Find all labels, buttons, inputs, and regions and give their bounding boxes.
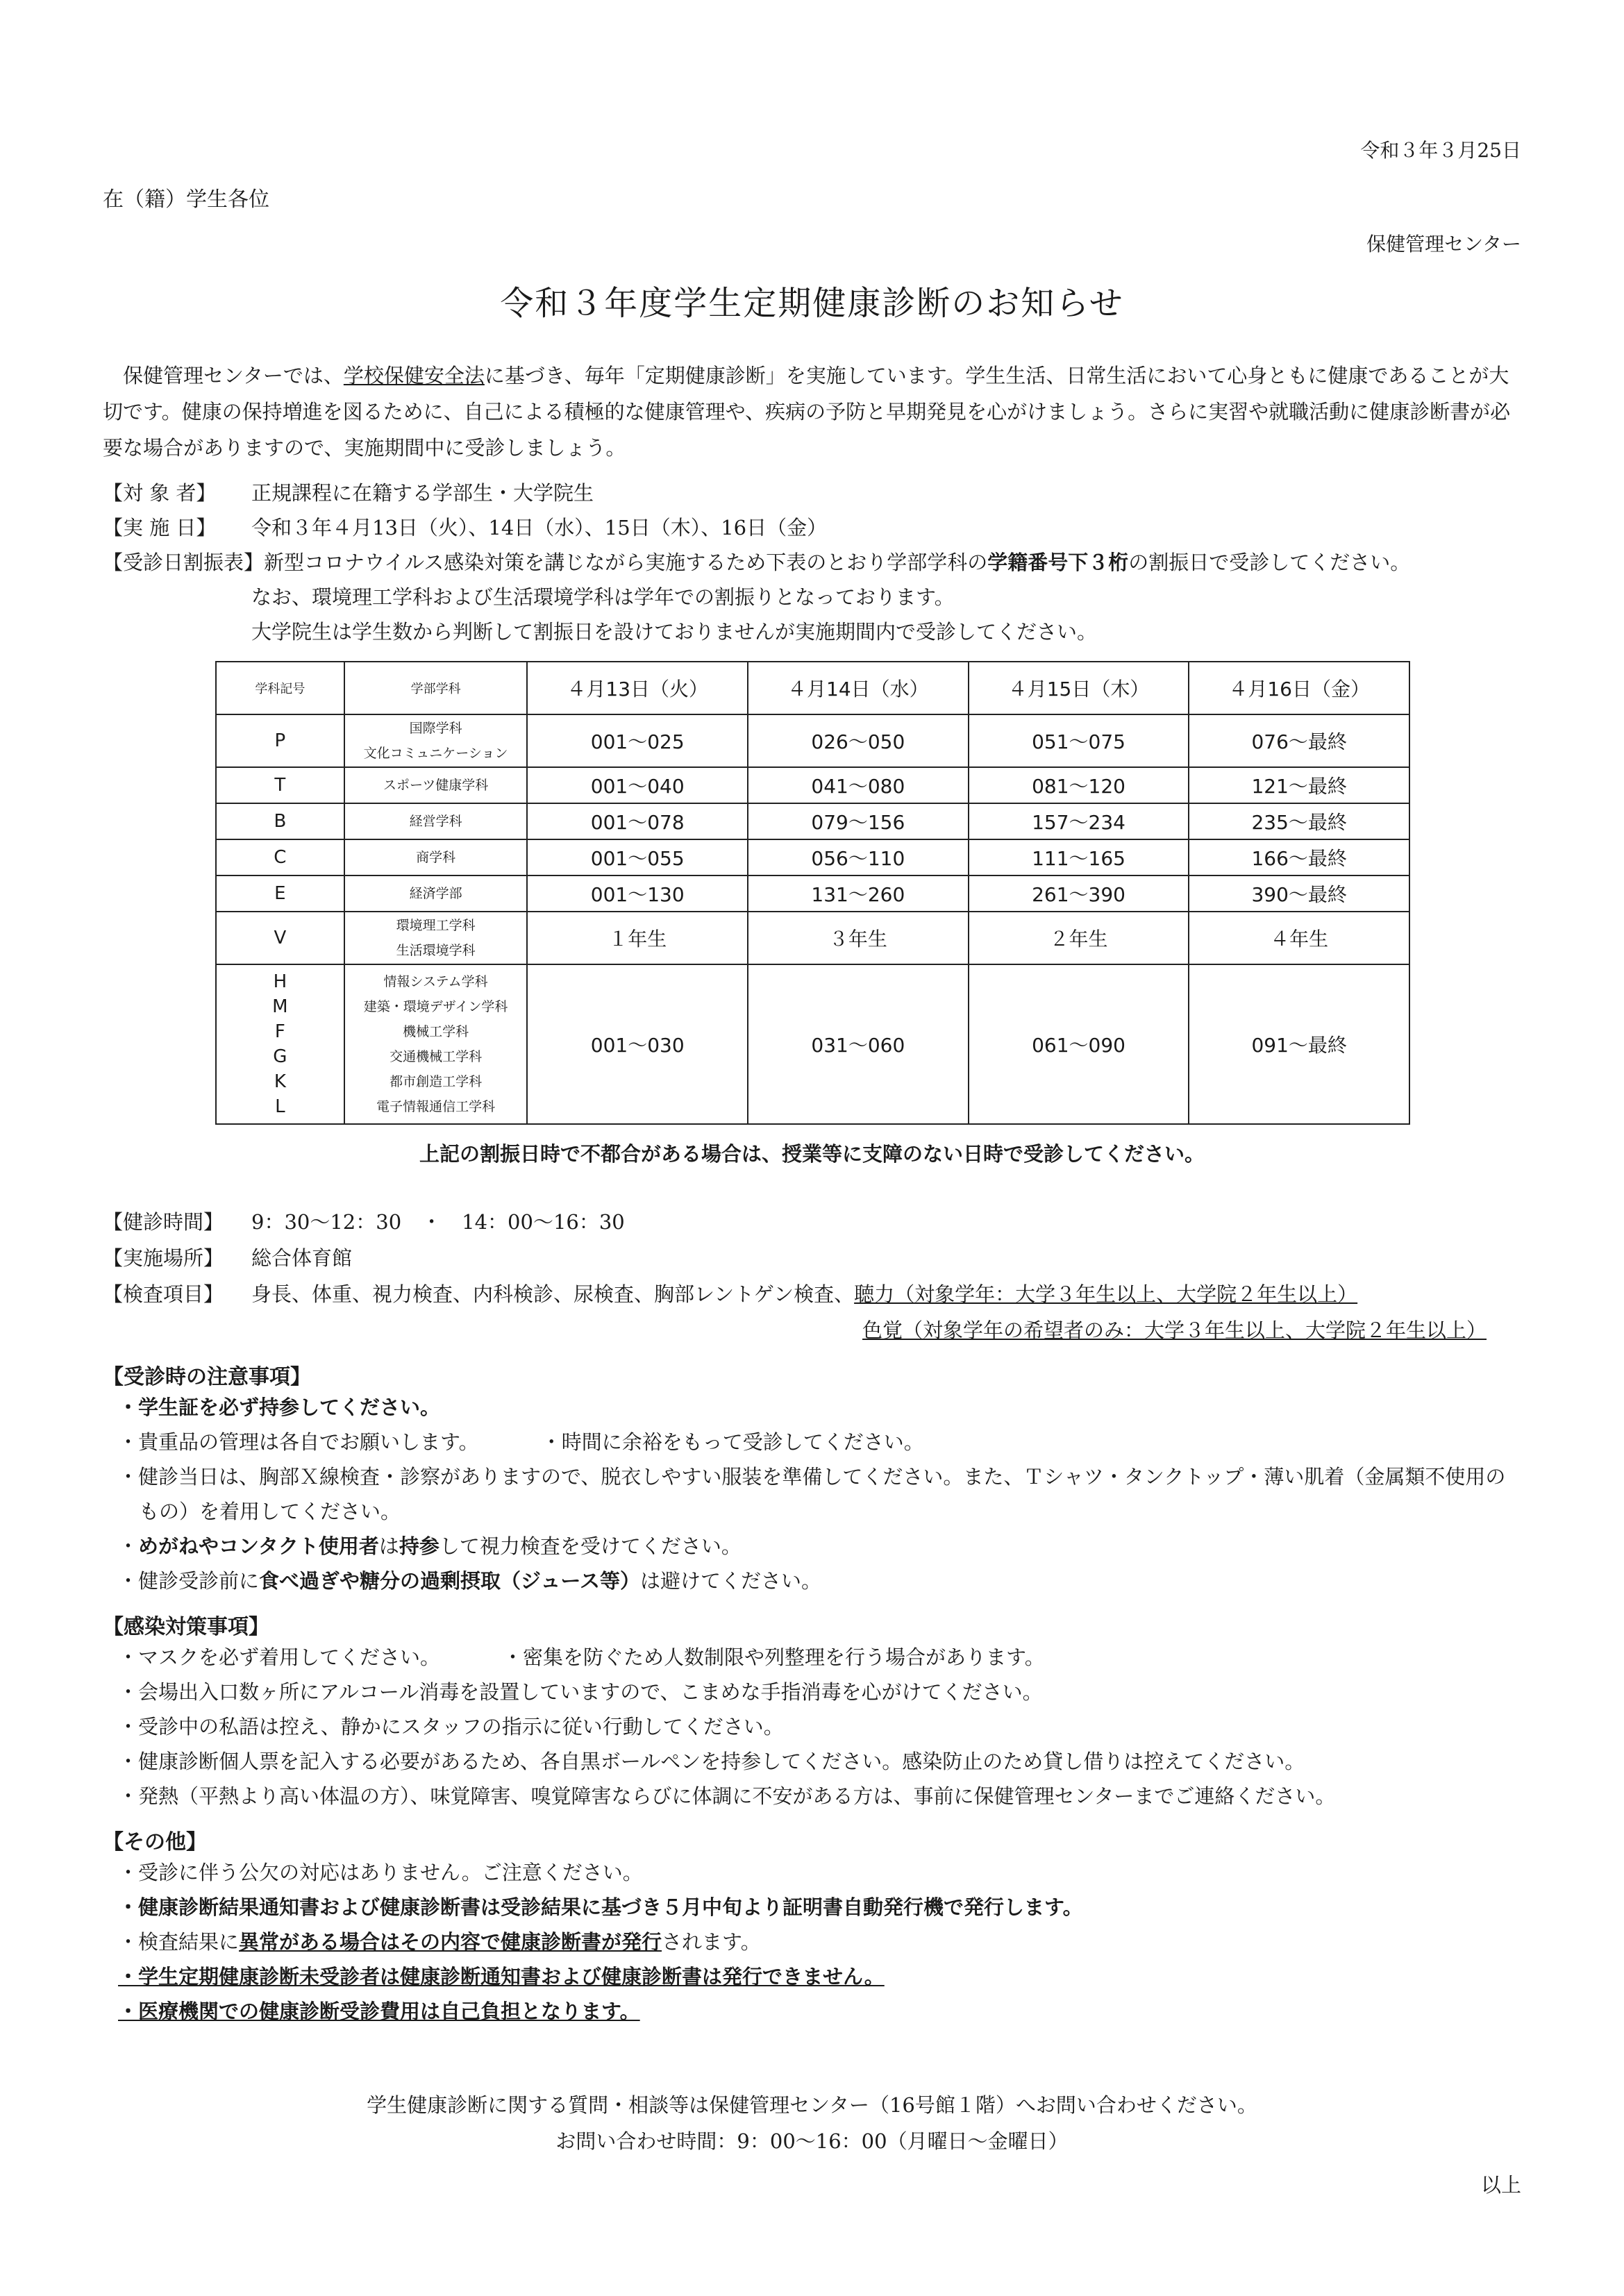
- row-dept: [344, 964, 528, 1124]
- closing: 以上: [1480, 2173, 1521, 2197]
- table-header: ４月15日（木）: [969, 662, 1189, 714]
- cell-d2: 056〜110: [748, 839, 969, 875]
- dates-label: 【実 施 日】: [103, 516, 217, 539]
- note-text: ・健診受診前に: [118, 1569, 260, 1593]
- infection-text: ・密集を防ぐため人数制限や列整理を行う場合があります。: [503, 1645, 1045, 1669]
- table-row: [216, 839, 1409, 875]
- notes-heading: 【受診時の注意事項】: [103, 1365, 311, 1389]
- infection-item: ・健康診断個人票を記入する必要があるため、各自黒ボールペンを持参してください。感染防止のため貸し借りは控えてください。: [118, 1750, 1305, 1773]
- cell-d4: 121〜最終: [1189, 767, 1409, 803]
- cell-d2: ３年生: [748, 912, 969, 964]
- row-dept: 経営学科: [344, 803, 528, 839]
- schedule-bold: 学籍番号下３桁: [987, 551, 1129, 574]
- cell-d1: 001〜055: [527, 839, 748, 875]
- other-bold: 異常がある場合はその内容で健康診断書が発行: [239, 1930, 662, 1954]
- items-row: [103, 1279, 1357, 1307]
- code: L: [275, 1096, 285, 1117]
- sender: 保健管理センター: [1366, 233, 1521, 255]
- place-value: 総合体育館: [251, 1246, 353, 1270]
- intro-law: 学校保健安全法: [343, 364, 485, 387]
- note-item-a: ・貴重品の管理は各自でお願いします。: [118, 1430, 479, 1454]
- dept: 機械工学科: [403, 1024, 469, 1039]
- row-dept: [344, 714, 528, 767]
- addressee: 在（籍）学生各位: [103, 187, 269, 212]
- dept: 情報システム学科: [383, 974, 488, 989]
- other-text: ・検査結果に: [118, 1930, 240, 1954]
- infection-text: ・マスクを必ず着用してください。: [118, 1645, 441, 1669]
- cell-d2: 031〜060: [748, 964, 969, 1124]
- table-note: 上記の割振日時で不都合がある場合は、授業等に支障のない日時で受診してください。: [419, 1142, 1205, 1166]
- cell-d3: 111〜165: [969, 839, 1189, 875]
- code: M: [272, 996, 288, 1017]
- target-label: 【対 象 者】: [103, 481, 217, 505]
- items-hearing: 聴力（対象学年：大学３年生以上、大学院２年生以上）: [854, 1282, 1358, 1306]
- note-item-b: ・時間に余裕をもって受診してください。: [541, 1430, 924, 1454]
- cell-d4: 390〜最終: [1189, 875, 1409, 912]
- cell-d4: 166〜最終: [1189, 839, 1409, 875]
- table-row: [216, 912, 1409, 964]
- code: K: [274, 1071, 286, 1092]
- schedule-text-2: の割振日で受診してください。: [1128, 551, 1411, 574]
- dates-row: [103, 512, 827, 541]
- cell-d1: 001〜130: [527, 875, 748, 912]
- time-value: 9：30〜12：30 ・ 14：00〜16：30: [251, 1210, 625, 1234]
- schedule-note-2: 大学院生は学生数から判断して割振日を設けておりませんが実施期間内で受診してください。: [251, 620, 1098, 644]
- code: P: [274, 730, 286, 751]
- table-row: [216, 767, 1409, 803]
- code: F: [274, 1021, 285, 1042]
- cell-d3: 261〜390: [969, 875, 1189, 912]
- infection-heading: 【感染対策事項】: [103, 1615, 269, 1639]
- note-item: [118, 1529, 742, 1564]
- row-code: V: [216, 912, 344, 964]
- place-row: [103, 1243, 352, 1271]
- row-code: C: [216, 839, 344, 875]
- other-item: ・医療機関での健康診断受診費用は自己負担となります。: [118, 2000, 640, 2023]
- cell-d3: 061〜090: [969, 964, 1189, 1124]
- other-item: ・健康診断結果通知書および健康診断書は受診結果に基づき５月中旬より証明書自動発行機で発行します。: [118, 1895, 1083, 1919]
- cell-d2: 079〜156: [748, 803, 969, 839]
- note-text: して視力検査を受けてください。: [439, 1534, 742, 1558]
- code: G: [273, 1046, 287, 1067]
- items-color-text: 色覚（対象学年の希望者のみ：大学３年生以上、大学院２年生以上）: [862, 1318, 1487, 1342]
- note-item: ・学生証を必ず持参してください。: [118, 1396, 441, 1419]
- note-item: ・健診当日は、胸部Ｘ線検査・診察がありますので、脱衣しやすい服装を準備してください。また、Ｔシャツ・タンクトップ・薄い肌着（金属類不使用の: [118, 1465, 1506, 1489]
- row-code: [216, 714, 344, 767]
- contact-line-1: 学生健康診断に関する質問・相談等は保健管理センター（16号館１階）へお問い合わせください。: [367, 2093, 1257, 2117]
- note-item-cont: もの）を着用してください。: [139, 1500, 401, 1523]
- table-row: [216, 714, 1409, 767]
- note-bold: 食べ過ぎや糖分の過剰摂取（ジュース等）: [259, 1569, 640, 1593]
- table-header: 学科記号: [216, 662, 344, 714]
- code: H: [273, 971, 287, 992]
- note-bold: めがねやコンタクト使用者: [138, 1534, 379, 1558]
- note-text: は避けてください。: [640, 1569, 822, 1593]
- other-item: [118, 1925, 761, 1959]
- cell-d2: 026〜050: [748, 714, 969, 767]
- dept: 交通機械工学科: [390, 1049, 483, 1064]
- dept: 文化コミュニケーション: [363, 746, 508, 761]
- intro-text-2: に基づき、毎年「定期健康診断」を実施しています。学生生活、日常生活において心身ともに健康であることが大切です。健康の保持増進を図るために、自己による積極的な健康管理や、疾病の予防と早期発見を心がけましょう。さらに実習や就職活動に健康診断書が必要な場合がありますので、実施期間中に受診しましょう。: [103, 364, 1511, 460]
- dept: 都市創造工学科: [390, 1074, 483, 1089]
- cell-d2: 131〜260: [748, 875, 969, 912]
- dept: 建築・環境デザイン学科: [363, 999, 508, 1014]
- page-title: 令和３年度学生定期健康診断のお知らせ: [500, 284, 1124, 323]
- dept: 電子情報通信工学科: [376, 1099, 496, 1114]
- cell-d3: 081〜120: [969, 767, 1189, 803]
- row-code: B: [216, 803, 344, 839]
- table-header: ４月14日（水）: [748, 662, 969, 714]
- cell-d1: 001〜040: [527, 767, 748, 803]
- contact-line-2: お問い合わせ時間：9：00〜16：00（月曜日〜金曜日）: [555, 2129, 1069, 2153]
- table-header: 学部学科: [344, 662, 528, 714]
- schedule-row: [103, 547, 1410, 576]
- row-dept: スポーツ健康学科: [344, 767, 528, 803]
- intro-paragraph: [103, 358, 1519, 466]
- row-code: T: [216, 767, 344, 803]
- items-label: 【検査項目】: [103, 1282, 224, 1306]
- cell-d4: 235〜最終: [1189, 803, 1409, 839]
- cell-d2: 041〜080: [748, 767, 969, 803]
- cell-d3: 157〜234: [969, 803, 1189, 839]
- table-header-row: [216, 662, 1409, 714]
- place-label: 【実施場所】: [103, 1246, 224, 1270]
- schedule-table: [215, 661, 1410, 1125]
- note-item: [118, 1564, 821, 1598]
- cell-d1: 001〜078: [527, 803, 748, 839]
- table-header: ４月16日（金）: [1189, 662, 1409, 714]
- cell-d4: 076〜最終: [1189, 714, 1409, 767]
- cell-d3: 051〜075: [969, 714, 1189, 767]
- cell-d4: ４年生: [1189, 912, 1409, 964]
- row-dept: 経済学部: [344, 875, 528, 912]
- dept: 環境理工学科: [396, 918, 476, 933]
- row-code: [216, 964, 344, 1124]
- note-text: ・: [118, 1534, 139, 1558]
- schedule-label: 【受診日割振表】: [103, 551, 265, 574]
- other-item: ・学生定期健康診断未受診者は健康診断通知書および健康診断書は発行できません。: [118, 1965, 885, 1988]
- schedule-note-1: なお、環境理工学科および生活環境学科は学年での割振りとなっております。: [251, 585, 955, 609]
- schedule-text-1: 新型コロナウイルス感染対策を講じながら実施するため下表のとおり学部学科の: [264, 551, 988, 574]
- other-heading: 【その他】: [103, 1830, 207, 1854]
- items-color: [862, 1315, 1487, 1343]
- other-item: ・受診に伴う公欠の対応はありません。ご注意ください。: [118, 1861, 643, 1884]
- note-item: [118, 1425, 924, 1459]
- time-row: [103, 1207, 625, 1235]
- dept: 生活環境学科: [396, 943, 476, 958]
- table-row: [216, 803, 1409, 839]
- intro-text-1: 保健管理センターでは、: [123, 364, 344, 387]
- items-value: 身長、体重、視力検査、内科検診、尿検査、胸部レントゲン検査、: [251, 1282, 855, 1306]
- infection-item: ・受診中の私語は控え、静かにスタッフの指示に従い行動してください。: [118, 1715, 784, 1738]
- note-text: は: [378, 1534, 399, 1558]
- dept: 国際学科: [409, 721, 462, 736]
- other-text: されます。: [662, 1930, 761, 1954]
- table-row: [216, 964, 1409, 1124]
- cell-d1: １年生: [527, 912, 748, 964]
- row-code: E: [216, 875, 344, 912]
- time-label: 【健診時間】: [103, 1210, 224, 1234]
- cell-d1: 001〜025: [527, 714, 748, 767]
- infection-item: [118, 1640, 1045, 1675]
- table-row: [216, 875, 1409, 912]
- issue-date: 令和３年３月25日: [1360, 139, 1521, 162]
- infection-item: ・会場出入口数ヶ所にアルコール消毒を設置していますので、こまめな手指消毒を心がけてください。: [118, 1680, 1043, 1704]
- dates-value: 令和３年４月13日（火）、14日（水）、15日（木）、16日（金）: [251, 516, 828, 539]
- cell-d3: ２年生: [969, 912, 1189, 964]
- infection-item: ・発熱（平熱より高い体温の方）、味覚障害、嗅覚障害ならびに体調に不安がある方は、事前に保健管理センターまでご連絡ください。: [118, 1784, 1336, 1808]
- cell-d4: 091〜最終: [1189, 964, 1409, 1124]
- table-header: ４月13日（火）: [527, 662, 748, 714]
- note-bold: 持参: [399, 1534, 440, 1558]
- target-row: [103, 478, 594, 506]
- cell-d1: 001〜030: [527, 964, 748, 1124]
- target-value: 正規課程に在籍する学部生・大学院生: [251, 481, 594, 505]
- row-dept: 商学科: [344, 839, 528, 875]
- row-dept: [344, 912, 528, 964]
